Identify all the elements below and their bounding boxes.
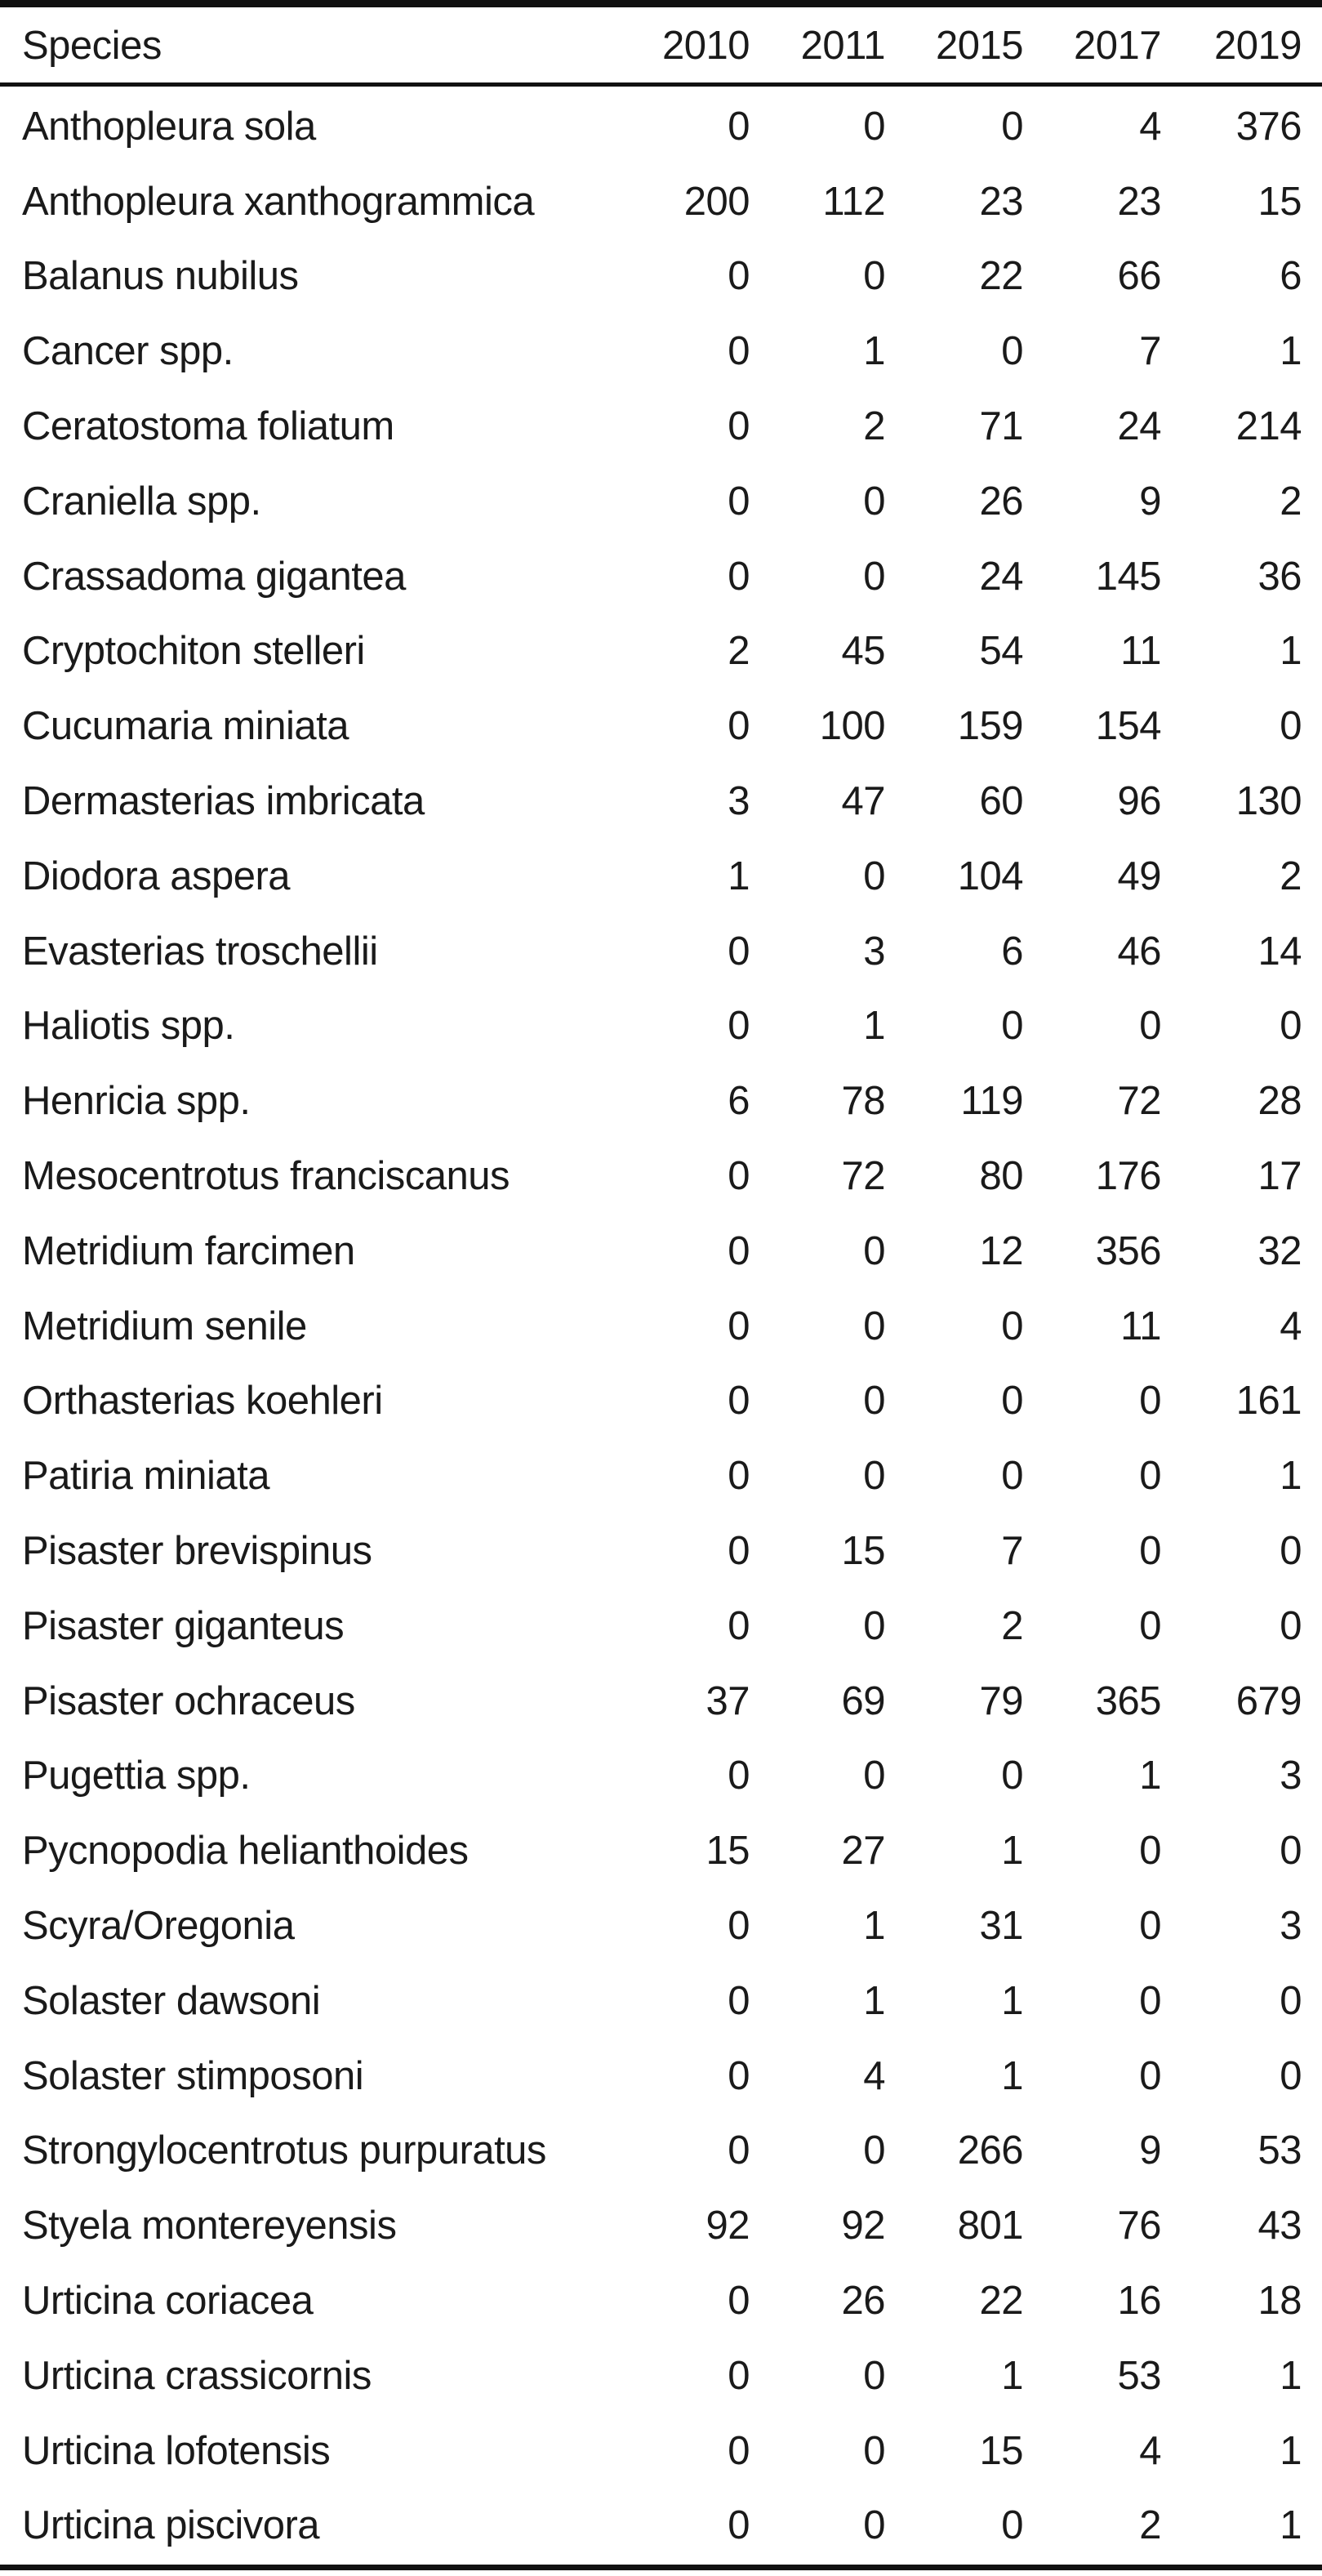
header-2010: 2010 bbox=[661, 24, 750, 68]
value-2015-cell: 1 bbox=[1001, 2053, 1023, 2098]
value-2015-cell: 801 bbox=[957, 2204, 1023, 2248]
value-2019-cell: 161 bbox=[1235, 1379, 1302, 1424]
species-cell: Ceratostoma foliatum bbox=[22, 404, 394, 449]
table-row bbox=[0, 2413, 1322, 2489]
value-2010-cell: 0 bbox=[728, 1379, 750, 1424]
value-2017-cell: 154 bbox=[1095, 704, 1161, 749]
value-2019-cell: 4 bbox=[1280, 1304, 1302, 1348]
species-cell: Cryptochiton stelleri bbox=[22, 629, 365, 674]
value-2011-cell: 100 bbox=[819, 704, 885, 749]
value-2017-cell: 46 bbox=[1117, 929, 1161, 974]
value-2017-cell: 0 bbox=[1139, 1829, 1161, 1874]
value-2010-cell: 0 bbox=[728, 2279, 750, 2324]
value-2017-cell: 0 bbox=[1139, 1454, 1161, 1499]
value-2010-cell: 1 bbox=[728, 853, 750, 898]
value-2011-cell: 0 bbox=[863, 1754, 885, 1798]
header-2011: 2011 bbox=[800, 24, 885, 68]
value-2015-cell: 0 bbox=[1001, 329, 1023, 374]
value-2019-cell: 376 bbox=[1235, 104, 1302, 149]
value-2011-cell: 0 bbox=[863, 1603, 885, 1648]
value-2011-cell: 47 bbox=[841, 779, 885, 824]
table-row bbox=[0, 2039, 1322, 2114]
value-2011-cell: 27 bbox=[841, 1829, 885, 1874]
species-cell: Pisaster brevispinus bbox=[22, 1529, 372, 1574]
table-row bbox=[0, 2489, 1322, 2564]
species-cell: Styela montereyensis bbox=[22, 2204, 397, 2248]
value-2019-cell: 1 bbox=[1280, 1454, 1302, 1499]
value-2015-cell: 22 bbox=[979, 254, 1023, 299]
value-2015-cell: 0 bbox=[1001, 1754, 1023, 1798]
value-2019-cell: 18 bbox=[1257, 2279, 1302, 2324]
table-row bbox=[0, 764, 1322, 839]
value-2011-cell: 1 bbox=[863, 1904, 885, 1949]
value-2011-cell: 1 bbox=[863, 329, 885, 374]
value-2019-cell: 0 bbox=[1280, 2053, 1302, 2098]
table-row bbox=[0, 1139, 1322, 1214]
value-2015-cell: 0 bbox=[1001, 1379, 1023, 1424]
species-cell: Balanus nubilus bbox=[22, 254, 299, 299]
value-2010-cell: 0 bbox=[728, 1529, 750, 1574]
value-2019-cell: 0 bbox=[1280, 704, 1302, 749]
species-cell: Evasterias troschellii bbox=[22, 929, 378, 974]
value-2010-cell: 0 bbox=[728, 479, 750, 524]
value-2011-cell: 112 bbox=[822, 179, 885, 224]
species-cell: Haliotis spp. bbox=[22, 1004, 235, 1049]
species-cell: Anthopleura sola bbox=[22, 104, 316, 149]
value-2019-cell: 1 bbox=[1280, 2503, 1302, 2548]
table-row bbox=[0, 2114, 1322, 2189]
value-2015-cell: 0 bbox=[1001, 104, 1023, 149]
table-row bbox=[0, 164, 1322, 239]
value-2010-cell: 0 bbox=[728, 254, 750, 299]
table-row bbox=[0, 389, 1322, 464]
value-2017-cell: 9 bbox=[1139, 2128, 1161, 2173]
value-2011-cell: 0 bbox=[863, 1228, 885, 1273]
value-2015-cell: 0 bbox=[1001, 1304, 1023, 1348]
species-cell: Metridium farcimen bbox=[22, 1228, 355, 1273]
species-cell: Dermasterias imbricata bbox=[22, 779, 425, 824]
table-row bbox=[0, 839, 1322, 914]
value-2015-cell: 104 bbox=[957, 853, 1023, 898]
value-2015-cell: 24 bbox=[979, 554, 1023, 599]
value-2017-cell: 365 bbox=[1095, 1678, 1161, 1723]
value-2017-cell: 16 bbox=[1117, 2279, 1161, 2324]
value-2019-cell: 2 bbox=[1280, 479, 1302, 524]
species-cell: Anthopleura xanthogrammica bbox=[22, 179, 535, 224]
value-2017-cell: 4 bbox=[1139, 104, 1161, 149]
value-2019-cell: 1 bbox=[1280, 629, 1302, 674]
value-2010-cell: 0 bbox=[728, 2128, 750, 2173]
value-2019-cell: 28 bbox=[1257, 1079, 1302, 1124]
value-2019-cell: 17 bbox=[1257, 1154, 1302, 1199]
value-2015-cell: 26 bbox=[979, 479, 1023, 524]
value-2015-cell: 0 bbox=[1001, 1004, 1023, 1049]
value-2015-cell: 1 bbox=[1001, 2353, 1023, 2398]
table-row bbox=[0, 2188, 1322, 2263]
table-row bbox=[0, 1739, 1322, 1814]
value-2010-cell: 0 bbox=[728, 929, 750, 974]
value-2019-cell: 0 bbox=[1280, 1603, 1302, 1648]
value-2011-cell: 0 bbox=[863, 104, 885, 149]
value-2010-cell: 0 bbox=[728, 2353, 750, 2398]
header-2019: 2019 bbox=[1213, 24, 1302, 68]
header-2015: 2015 bbox=[935, 24, 1023, 68]
value-2011-cell: 45 bbox=[841, 629, 885, 674]
value-2010-cell: 0 bbox=[728, 1978, 750, 2023]
value-2010-cell: 200 bbox=[683, 179, 750, 224]
value-2015-cell: 31 bbox=[979, 1904, 1023, 1949]
value-2019-cell: 0 bbox=[1280, 1978, 1302, 2023]
species-cell: Urticina crassicornis bbox=[22, 2353, 372, 2398]
value-2019-cell: 6 bbox=[1280, 254, 1302, 299]
value-2019-cell: 32 bbox=[1257, 1228, 1302, 1273]
table-row bbox=[0, 89, 1322, 164]
value-2011-cell: 0 bbox=[863, 2428, 885, 2473]
species-cell: Henricia spp. bbox=[22, 1079, 251, 1124]
value-2011-cell: 69 bbox=[841, 1678, 885, 1723]
table-row bbox=[0, 1813, 1322, 1888]
species-cell: Urticina coriacea bbox=[22, 2279, 314, 2324]
table-row bbox=[0, 914, 1322, 989]
value-2015-cell: 22 bbox=[979, 2279, 1023, 2324]
table-row bbox=[0, 1214, 1322, 1289]
species-cell: Urticina lofotensis bbox=[22, 2428, 331, 2473]
value-2017-cell: 49 bbox=[1117, 853, 1161, 898]
value-2011-cell: 0 bbox=[863, 1379, 885, 1424]
value-2017-cell: 24 bbox=[1117, 404, 1161, 449]
value-2015-cell: 266 bbox=[957, 2128, 1023, 2173]
value-2011-cell: 0 bbox=[863, 2353, 885, 2398]
value-2011-cell: 72 bbox=[841, 1154, 885, 1199]
value-2017-cell: 0 bbox=[1139, 2053, 1161, 2098]
table-row bbox=[0, 1063, 1322, 1139]
species-cell: Pycnopodia helianthoides bbox=[22, 1829, 469, 1874]
value-2010-cell: 0 bbox=[728, 1304, 750, 1348]
value-2011-cell: 0 bbox=[863, 479, 885, 524]
value-2011-cell: 0 bbox=[863, 2503, 885, 2548]
value-2015-cell: 0 bbox=[1001, 1454, 1023, 1499]
value-2011-cell: 26 bbox=[841, 2279, 885, 2324]
value-2010-cell: 0 bbox=[728, 1454, 750, 1499]
table-row bbox=[0, 1963, 1322, 2039]
species-cell: Solaster dawsoni bbox=[22, 1978, 321, 2023]
value-2019-cell: 43 bbox=[1257, 2204, 1302, 2248]
value-2017-cell: 0 bbox=[1139, 1978, 1161, 2023]
species-cell: Orthasterias koehleri bbox=[22, 1379, 383, 1424]
value-2015-cell: 0 bbox=[1001, 2503, 1023, 2548]
value-2015-cell: 23 bbox=[979, 179, 1023, 224]
value-2015-cell: 119 bbox=[960, 1079, 1023, 1124]
value-2019-cell: 1 bbox=[1280, 2428, 1302, 2473]
value-2010-cell: 0 bbox=[728, 1603, 750, 1648]
value-2019-cell: 14 bbox=[1257, 929, 1302, 974]
value-2019-cell: 679 bbox=[1235, 1678, 1302, 1723]
value-2011-cell: 0 bbox=[863, 254, 885, 299]
species-cell: Pisaster ochraceus bbox=[22, 1678, 355, 1723]
species-cell: Strongylocentrotus purpuratus bbox=[22, 2128, 546, 2173]
value-2010-cell: 0 bbox=[728, 2428, 750, 2473]
value-2015-cell: 1 bbox=[1001, 1829, 1023, 1874]
value-2010-cell: 0 bbox=[728, 329, 750, 374]
value-2019-cell: 15 bbox=[1257, 179, 1302, 224]
value-2017-cell: 145 bbox=[1095, 554, 1161, 599]
value-2011-cell: 2 bbox=[863, 404, 885, 449]
value-2010-cell: 0 bbox=[728, 104, 750, 149]
species-cell: Urticina piscivora bbox=[22, 2503, 320, 2548]
value-2010-cell: 0 bbox=[728, 704, 750, 749]
table-row bbox=[0, 314, 1322, 389]
value-2019-cell: 130 bbox=[1235, 779, 1302, 824]
table-row bbox=[0, 614, 1322, 689]
species-cell: Crassadoma gigantea bbox=[22, 554, 406, 599]
value-2010-cell: 2 bbox=[728, 629, 750, 674]
value-2010-cell: 6 bbox=[728, 1079, 750, 1124]
value-2019-cell: 0 bbox=[1280, 1529, 1302, 1574]
value-2017-cell: 66 bbox=[1117, 254, 1161, 299]
value-2019-cell: 53 bbox=[1257, 2128, 1302, 2173]
value-2011-cell: 0 bbox=[863, 2128, 885, 2173]
value-2010-cell: 0 bbox=[728, 2053, 750, 2098]
value-2010-cell: 0 bbox=[728, 554, 750, 599]
value-2017-cell: 0 bbox=[1139, 1379, 1161, 1424]
value-2011-cell: 0 bbox=[863, 1304, 885, 1348]
value-2019-cell: 2 bbox=[1280, 853, 1302, 898]
table-row bbox=[0, 539, 1322, 614]
value-2010-cell: 0 bbox=[728, 1228, 750, 1273]
table-row bbox=[0, 1513, 1322, 1589]
species-cell: Pisaster giganteus bbox=[22, 1603, 345, 1648]
value-2010-cell: 0 bbox=[728, 1004, 750, 1049]
value-2019-cell: 0 bbox=[1280, 1829, 1302, 1874]
value-2011-cell: 15 bbox=[841, 1529, 885, 1574]
value-2017-cell: 0 bbox=[1139, 1004, 1161, 1049]
value-2017-cell: 176 bbox=[1095, 1154, 1161, 1199]
value-2015-cell: 2 bbox=[1001, 1603, 1023, 1648]
value-2015-cell: 6 bbox=[1001, 929, 1023, 974]
value-2019-cell: 36 bbox=[1257, 554, 1302, 599]
value-2017-cell: 7 bbox=[1139, 329, 1161, 374]
value-2017-cell: 9 bbox=[1139, 479, 1161, 524]
value-2010-cell: 0 bbox=[728, 1154, 750, 1199]
value-2010-cell: 92 bbox=[706, 2204, 750, 2248]
table-row bbox=[0, 1289, 1322, 1364]
table-row bbox=[0, 2338, 1322, 2413]
value-2015-cell: 159 bbox=[957, 704, 1023, 749]
value-2010-cell: 37 bbox=[706, 1678, 750, 1723]
value-2017-cell: 0 bbox=[1139, 1603, 1161, 1648]
value-2011-cell: 4 bbox=[863, 2053, 885, 2098]
value-2011-cell: 1 bbox=[863, 1978, 885, 2023]
value-2015-cell: 60 bbox=[979, 779, 1023, 824]
value-2019-cell: 0 bbox=[1280, 1004, 1302, 1049]
value-2019-cell: 3 bbox=[1280, 1904, 1302, 1949]
table-row bbox=[0, 1888, 1322, 1963]
value-2011-cell: 78 bbox=[841, 1079, 885, 1124]
value-2011-cell: 0 bbox=[863, 853, 885, 898]
value-2011-cell: 0 bbox=[863, 554, 885, 599]
value-2019-cell: 1 bbox=[1280, 329, 1302, 374]
value-2019-cell: 214 bbox=[1235, 404, 1302, 449]
species-cell: Pugettia spp. bbox=[22, 1754, 251, 1798]
table-row bbox=[0, 1589, 1322, 1664]
table-row bbox=[0, 464, 1322, 539]
species-cell: Metridium senile bbox=[22, 1304, 307, 1348]
value-2010-cell: 0 bbox=[728, 1904, 750, 1949]
table-row bbox=[0, 2263, 1322, 2338]
bottom-rule bbox=[0, 2565, 1322, 2570]
value-2017-cell: 23 bbox=[1117, 179, 1161, 224]
table-row bbox=[0, 1664, 1322, 1739]
value-2017-cell: 2 bbox=[1139, 2503, 1161, 2548]
value-2017-cell: 4 bbox=[1139, 2428, 1161, 2473]
value-2015-cell: 79 bbox=[979, 1678, 1023, 1723]
value-2017-cell: 356 bbox=[1095, 1228, 1161, 1273]
value-2015-cell: 15 bbox=[979, 2428, 1023, 2473]
species-cell: Scyra/Oregonia bbox=[22, 1904, 295, 1949]
value-2017-cell: 72 bbox=[1117, 1079, 1161, 1124]
value-2015-cell: 80 bbox=[979, 1154, 1023, 1199]
species-cell: Cancer spp. bbox=[22, 329, 234, 374]
value-2017-cell: 11 bbox=[1120, 1304, 1161, 1348]
value-2017-cell: 76 bbox=[1117, 2204, 1161, 2248]
value-2015-cell: 1 bbox=[1001, 1978, 1023, 2023]
value-2011-cell: 92 bbox=[841, 2204, 885, 2248]
value-2019-cell: 3 bbox=[1280, 1754, 1302, 1798]
value-2010-cell: 15 bbox=[706, 1829, 750, 1874]
header-species: Species bbox=[22, 24, 162, 68]
value-2015-cell: 54 bbox=[979, 629, 1023, 674]
species-cell: Mesocentrotus franciscanus bbox=[22, 1154, 510, 1199]
value-2015-cell: 7 bbox=[1001, 1529, 1023, 1574]
value-2011-cell: 0 bbox=[863, 1454, 885, 1499]
value-2015-cell: 71 bbox=[979, 404, 1023, 449]
header-2017: 2017 bbox=[1073, 24, 1161, 68]
value-2011-cell: 3 bbox=[863, 929, 885, 974]
species-cell: Patiria miniata bbox=[22, 1454, 269, 1499]
table-row bbox=[0, 239, 1322, 314]
species-cell: Cucumaria miniata bbox=[22, 704, 349, 749]
table-row bbox=[0, 1438, 1322, 1513]
table-row bbox=[0, 989, 1322, 1064]
value-2017-cell: 0 bbox=[1139, 1529, 1161, 1574]
value-2017-cell: 11 bbox=[1120, 629, 1161, 674]
table-row bbox=[0, 689, 1322, 764]
species-cell: Craniella spp. bbox=[22, 479, 261, 524]
species-cell: Diodora aspera bbox=[22, 853, 291, 898]
value-2010-cell: 3 bbox=[728, 779, 750, 824]
value-2010-cell: 0 bbox=[728, 1754, 750, 1798]
value-2011-cell: 1 bbox=[863, 1004, 885, 1049]
value-2017-cell: 0 bbox=[1139, 1904, 1161, 1949]
value-2017-cell: 53 bbox=[1117, 2353, 1161, 2398]
value-2010-cell: 0 bbox=[728, 404, 750, 449]
species-cell: Solaster stimposoni bbox=[22, 2053, 364, 2098]
value-2017-cell: 96 bbox=[1117, 779, 1161, 824]
table-row bbox=[0, 1364, 1322, 1439]
value-2010-cell: 0 bbox=[728, 2503, 750, 2548]
value-2015-cell: 12 bbox=[979, 1228, 1023, 1273]
value-2019-cell: 1 bbox=[1280, 2353, 1302, 2398]
value-2017-cell: 1 bbox=[1139, 1754, 1161, 1798]
